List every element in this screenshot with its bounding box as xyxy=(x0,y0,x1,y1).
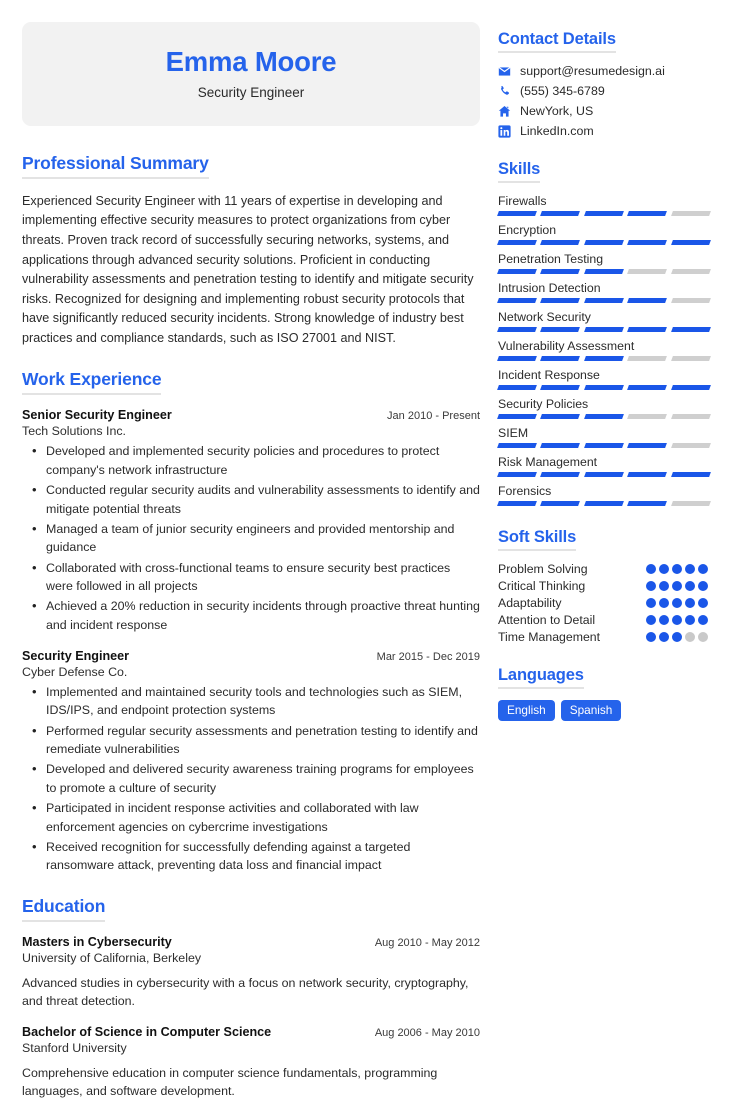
skill-label: Security Policies xyxy=(498,397,589,411)
name-banner xyxy=(22,22,480,126)
skill-level-segment xyxy=(540,472,580,477)
skill-level-bar xyxy=(498,240,710,245)
skill-level-segment xyxy=(540,414,580,419)
sidebar-column xyxy=(498,22,710,1024)
skills-heading: Skills xyxy=(498,160,540,183)
soft-skill-dot xyxy=(659,598,669,608)
soft-skills-section xyxy=(498,528,710,644)
skill-level-segment xyxy=(540,298,580,303)
soft-skill-dot xyxy=(646,615,656,625)
soft-skill-dot xyxy=(698,632,708,642)
skill-level-segment xyxy=(584,327,624,332)
skill-level-bar xyxy=(498,472,710,477)
skill-level-segment xyxy=(497,298,537,303)
education-description: Comprehensive education in computer science fundamentals, programming languages, and software development. xyxy=(22,1065,438,1099)
skill-level-segment xyxy=(540,240,580,245)
skill-label: Incident Response xyxy=(498,368,600,382)
skill-label: Encryption xyxy=(498,223,557,237)
skill-level-segment xyxy=(584,240,624,245)
work-entry-header xyxy=(22,649,480,663)
skill-level-segment xyxy=(671,240,711,245)
skill-level-segment xyxy=(584,298,624,303)
skills-list xyxy=(498,194,710,506)
skill-level-segment xyxy=(671,443,711,448)
education-entry-header xyxy=(22,935,480,949)
languages-list xyxy=(498,700,710,721)
skill-level-segment xyxy=(584,472,624,477)
education-entry xyxy=(22,935,480,1011)
skill-item xyxy=(498,484,710,506)
education-entry xyxy=(22,1025,480,1101)
skill-item xyxy=(498,368,710,390)
contact-item[interactable] xyxy=(498,64,710,78)
skill-level-segment xyxy=(627,327,667,332)
skill-item xyxy=(498,426,710,448)
soft-skill-dot xyxy=(646,564,656,574)
education-school: University of California, Berkeley xyxy=(22,950,202,965)
soft-skill-item xyxy=(498,596,710,610)
envelope-icon xyxy=(498,65,511,78)
linkedin-icon xyxy=(498,125,511,138)
soft-skill-dot xyxy=(698,615,708,625)
education-dates: Aug 2010 - May 2012 xyxy=(374,936,480,949)
skill-level-segment xyxy=(627,501,667,506)
soft-skill-label: Critical Thinking xyxy=(498,579,586,593)
soft-skill-dot xyxy=(659,581,669,591)
work-entry-organization: Tech Solutions Inc. xyxy=(22,424,127,439)
skill-item xyxy=(498,281,710,303)
skill-label: Vulnerability Assessment xyxy=(498,339,635,353)
soft-skill-dot xyxy=(685,564,695,574)
soft-skill-label: Problem Solving xyxy=(498,562,588,576)
skill-level-segment xyxy=(497,269,537,274)
work-entry-dates: Jan 2010 - Present xyxy=(387,410,480,423)
soft-skills-heading: Soft Skills xyxy=(498,528,576,551)
skill-level-segment xyxy=(584,501,624,506)
languages-heading: Languages xyxy=(498,666,584,689)
skill-level-segment xyxy=(671,269,711,274)
work-entry-organization: Cyber Defense Co. xyxy=(22,665,128,680)
candidate-job-title: Security Engineer xyxy=(197,84,305,100)
skill-item xyxy=(498,223,710,245)
skill-level-segment xyxy=(627,298,667,303)
phone-icon xyxy=(498,85,511,98)
skill-level-segment xyxy=(627,240,667,245)
skill-label: Forensics xyxy=(498,484,552,498)
skill-level-segment xyxy=(497,327,537,332)
skill-level-bar xyxy=(498,501,710,506)
work-bullet-item: • Conducted regular security audits and vulnerability assessments to identify and mitigate potential threats xyxy=(22,481,480,518)
education-description: Advanced studies in cybersecurity with a focus on network security, cryptography, and threat detection. xyxy=(22,975,469,1009)
skill-level-segment xyxy=(671,385,711,390)
work-experience-section xyxy=(22,369,480,874)
soft-skill-dots xyxy=(646,581,710,591)
languages-section xyxy=(498,666,710,721)
skill-level-segment xyxy=(584,211,624,216)
skill-item xyxy=(498,397,710,419)
skill-label: Firewalls xyxy=(498,194,547,208)
skill-level-segment xyxy=(671,356,711,361)
skill-level-segment xyxy=(497,472,537,477)
skill-level-bar xyxy=(498,211,710,216)
contact-value: LinkedIn.com xyxy=(520,124,594,138)
soft-skill-dot xyxy=(646,581,656,591)
skill-level-segment xyxy=(540,443,580,448)
contact-details-heading: Contact Details xyxy=(498,30,616,53)
soft-skill-dot xyxy=(659,615,669,625)
skill-level-segment xyxy=(497,414,537,419)
education-entry-header xyxy=(22,1025,480,1039)
work-experience-entry xyxy=(22,649,480,875)
soft-skill-dots xyxy=(646,632,710,642)
skill-level-segment xyxy=(584,269,624,274)
soft-skill-dots xyxy=(646,615,710,625)
education-degree: Bachelor of Science in Computer Science xyxy=(22,1024,272,1039)
skill-level-segment xyxy=(497,356,537,361)
soft-skill-dot xyxy=(698,581,708,591)
work-bullet-item: • Achieved a 20% reduction in security incidents through proactive threat hunting and incident response xyxy=(22,597,480,634)
main-column xyxy=(22,22,480,1099)
skill-level-segment xyxy=(627,356,667,361)
skill-level-segment xyxy=(671,327,711,332)
work-bullet-item: • Participated in incident response activities and collaborated with law enforcement agencies on cybercrime investigations xyxy=(22,799,480,836)
soft-skill-dots xyxy=(646,598,710,608)
skill-item xyxy=(498,194,710,216)
soft-skill-dot xyxy=(659,564,669,574)
skill-item xyxy=(498,310,710,332)
contact-item[interactable] xyxy=(498,124,710,138)
skill-level-bar xyxy=(498,414,710,419)
contact-value: (555) 345-6789 xyxy=(520,84,605,98)
work-entry-header xyxy=(22,408,480,422)
skill-item xyxy=(498,455,710,477)
soft-skill-dot xyxy=(685,632,695,642)
contact-item[interactable] xyxy=(498,104,710,118)
skill-level-bar xyxy=(498,385,710,390)
skills-section xyxy=(498,160,710,506)
work-entry-bullets xyxy=(22,683,480,875)
soft-skill-item xyxy=(498,630,710,644)
soft-skill-label: Attention to Detail xyxy=(498,613,596,627)
language-chip[interactable]: Spanish xyxy=(561,700,622,721)
skill-level-segment xyxy=(540,501,580,506)
skill-label: Risk Management xyxy=(498,455,598,469)
professional-summary-section xyxy=(22,153,480,349)
skill-level-segment xyxy=(627,211,667,216)
soft-skill-dot xyxy=(698,598,708,608)
education-heading: Education xyxy=(22,896,105,922)
skill-level-segment xyxy=(584,414,624,419)
skill-label: Intrusion Detection xyxy=(498,281,601,295)
skill-level-segment xyxy=(540,269,580,274)
work-bullet-item: • Managed a team of junior security engineers and provided mentorship and guidance xyxy=(22,520,480,557)
skill-level-segment xyxy=(540,356,580,361)
skill-level-segment xyxy=(497,443,537,448)
skill-label: SIEM xyxy=(498,426,529,440)
soft-skill-dot xyxy=(672,615,682,625)
work-bullet-item: • Developed and implemented security policies and procedures to protect company's network infrastructure xyxy=(22,442,480,479)
soft-skill-item xyxy=(498,579,710,593)
skill-item xyxy=(498,339,710,361)
soft-skill-dot xyxy=(685,615,695,625)
work-entry-role: Security Engineer xyxy=(22,649,130,664)
skill-level-segment xyxy=(627,414,667,419)
work-bullet-item: • Collaborated with cross-functional teams to ensure security best practices were followed in all projects xyxy=(22,559,480,596)
skill-level-segment xyxy=(540,211,580,216)
skill-level-bar xyxy=(498,443,710,448)
soft-skill-item xyxy=(498,562,710,576)
soft-skill-item xyxy=(498,613,710,627)
skill-level-segment xyxy=(540,327,580,332)
skill-level-segment xyxy=(584,385,624,390)
soft-skill-dot xyxy=(659,632,669,642)
soft-skill-dot xyxy=(672,632,682,642)
education-list xyxy=(22,935,480,1101)
skill-level-bar xyxy=(498,269,710,274)
education-section xyxy=(22,896,480,1101)
work-entry-bullets xyxy=(22,442,480,634)
contact-list xyxy=(498,64,710,138)
contact-value: NewYork, US xyxy=(520,104,594,118)
education-school: Stanford University xyxy=(22,1040,127,1055)
soft-skill-dot xyxy=(672,564,682,574)
skill-level-segment xyxy=(671,298,711,303)
soft-skill-dot xyxy=(646,598,656,608)
skill-level-segment xyxy=(497,211,537,216)
work-experience-heading: Work Experience xyxy=(22,369,161,395)
skill-level-segment xyxy=(497,385,537,390)
skill-level-segment xyxy=(671,211,711,216)
soft-skill-dot xyxy=(672,581,682,591)
soft-skill-dot xyxy=(646,632,656,642)
skill-item xyxy=(498,252,710,274)
skill-level-bar xyxy=(498,356,710,361)
soft-skill-dots xyxy=(646,564,710,574)
education-degree: Masters in Cybersecurity xyxy=(22,934,172,949)
work-bullet-item: • Developed and delivered security awareness training programs for employees to promote a culture of security xyxy=(22,760,480,797)
work-experience-entry xyxy=(22,408,480,634)
contact-details-section xyxy=(498,30,710,138)
skill-level-segment xyxy=(671,501,711,506)
skill-level-bar xyxy=(498,327,710,332)
work-bullet-item: • Received recognition for successfully defending against a targeted ransomware attack, preventing data loss and financial impact xyxy=(22,838,480,875)
language-chip[interactable]: English xyxy=(498,700,555,721)
professional-summary-heading: Professional Summary xyxy=(22,153,209,179)
work-experience-list xyxy=(22,408,480,874)
candidate-name: Emma Moore xyxy=(165,46,337,77)
work-bullet-item: • Implemented and maintained security tools and technologies such as SIEM, IDS/IPS, and endpoint protection systems xyxy=(22,683,480,720)
skill-level-segment xyxy=(497,240,537,245)
soft-skills-list xyxy=(498,562,710,644)
contact-item[interactable] xyxy=(498,84,710,98)
soft-skill-dot xyxy=(698,564,708,574)
skill-label: Penetration Testing xyxy=(498,252,604,266)
skill-label: Network Security xyxy=(498,310,591,324)
skill-level-segment xyxy=(540,385,580,390)
soft-skill-dot xyxy=(672,598,682,608)
work-bullet-item: • Performed regular security assessments and penetration testing to identify and remediate vulnerabilities xyxy=(22,722,480,759)
education-dates: Aug 2006 - May 2010 xyxy=(374,1026,480,1039)
skill-level-segment xyxy=(627,443,667,448)
soft-skill-label: Time Management xyxy=(498,630,601,644)
skill-level-segment xyxy=(584,356,624,361)
work-entry-dates: Mar 2015 - Dec 2019 xyxy=(376,651,480,664)
skill-level-segment xyxy=(497,501,537,506)
skill-level-bar xyxy=(498,298,710,303)
home-icon xyxy=(498,105,511,118)
skill-level-segment xyxy=(627,472,667,477)
skill-level-segment xyxy=(671,414,711,419)
skill-level-segment xyxy=(584,443,624,448)
professional-summary-text: Experienced Security Engineer with 11 years of expertise in developing and implementing effective security measures to protect organizations from cyber threats. Proven track record of successfully securing networks, systems, and applications through advanced security solutions. Proficient in conducting vulnerability assessments and penetration testing to identify and mitigate security risks. Recognized for designing and implementing robust security protocols that have significantly reduced security incidents. Strong knowledge of industry best practices and compliance standards, such as ISO 27001 and NIST. xyxy=(22,193,474,345)
soft-skill-dot xyxy=(685,598,695,608)
soft-skill-dot xyxy=(685,581,695,591)
skill-level-segment xyxy=(627,269,667,274)
skill-level-segment xyxy=(627,385,667,390)
work-entry-role: Senior Security Engineer xyxy=(22,408,172,423)
soft-skill-label: Adaptability xyxy=(498,596,562,610)
contact-value: support@resumedesign.ai xyxy=(520,64,665,78)
skill-level-segment xyxy=(671,472,711,477)
